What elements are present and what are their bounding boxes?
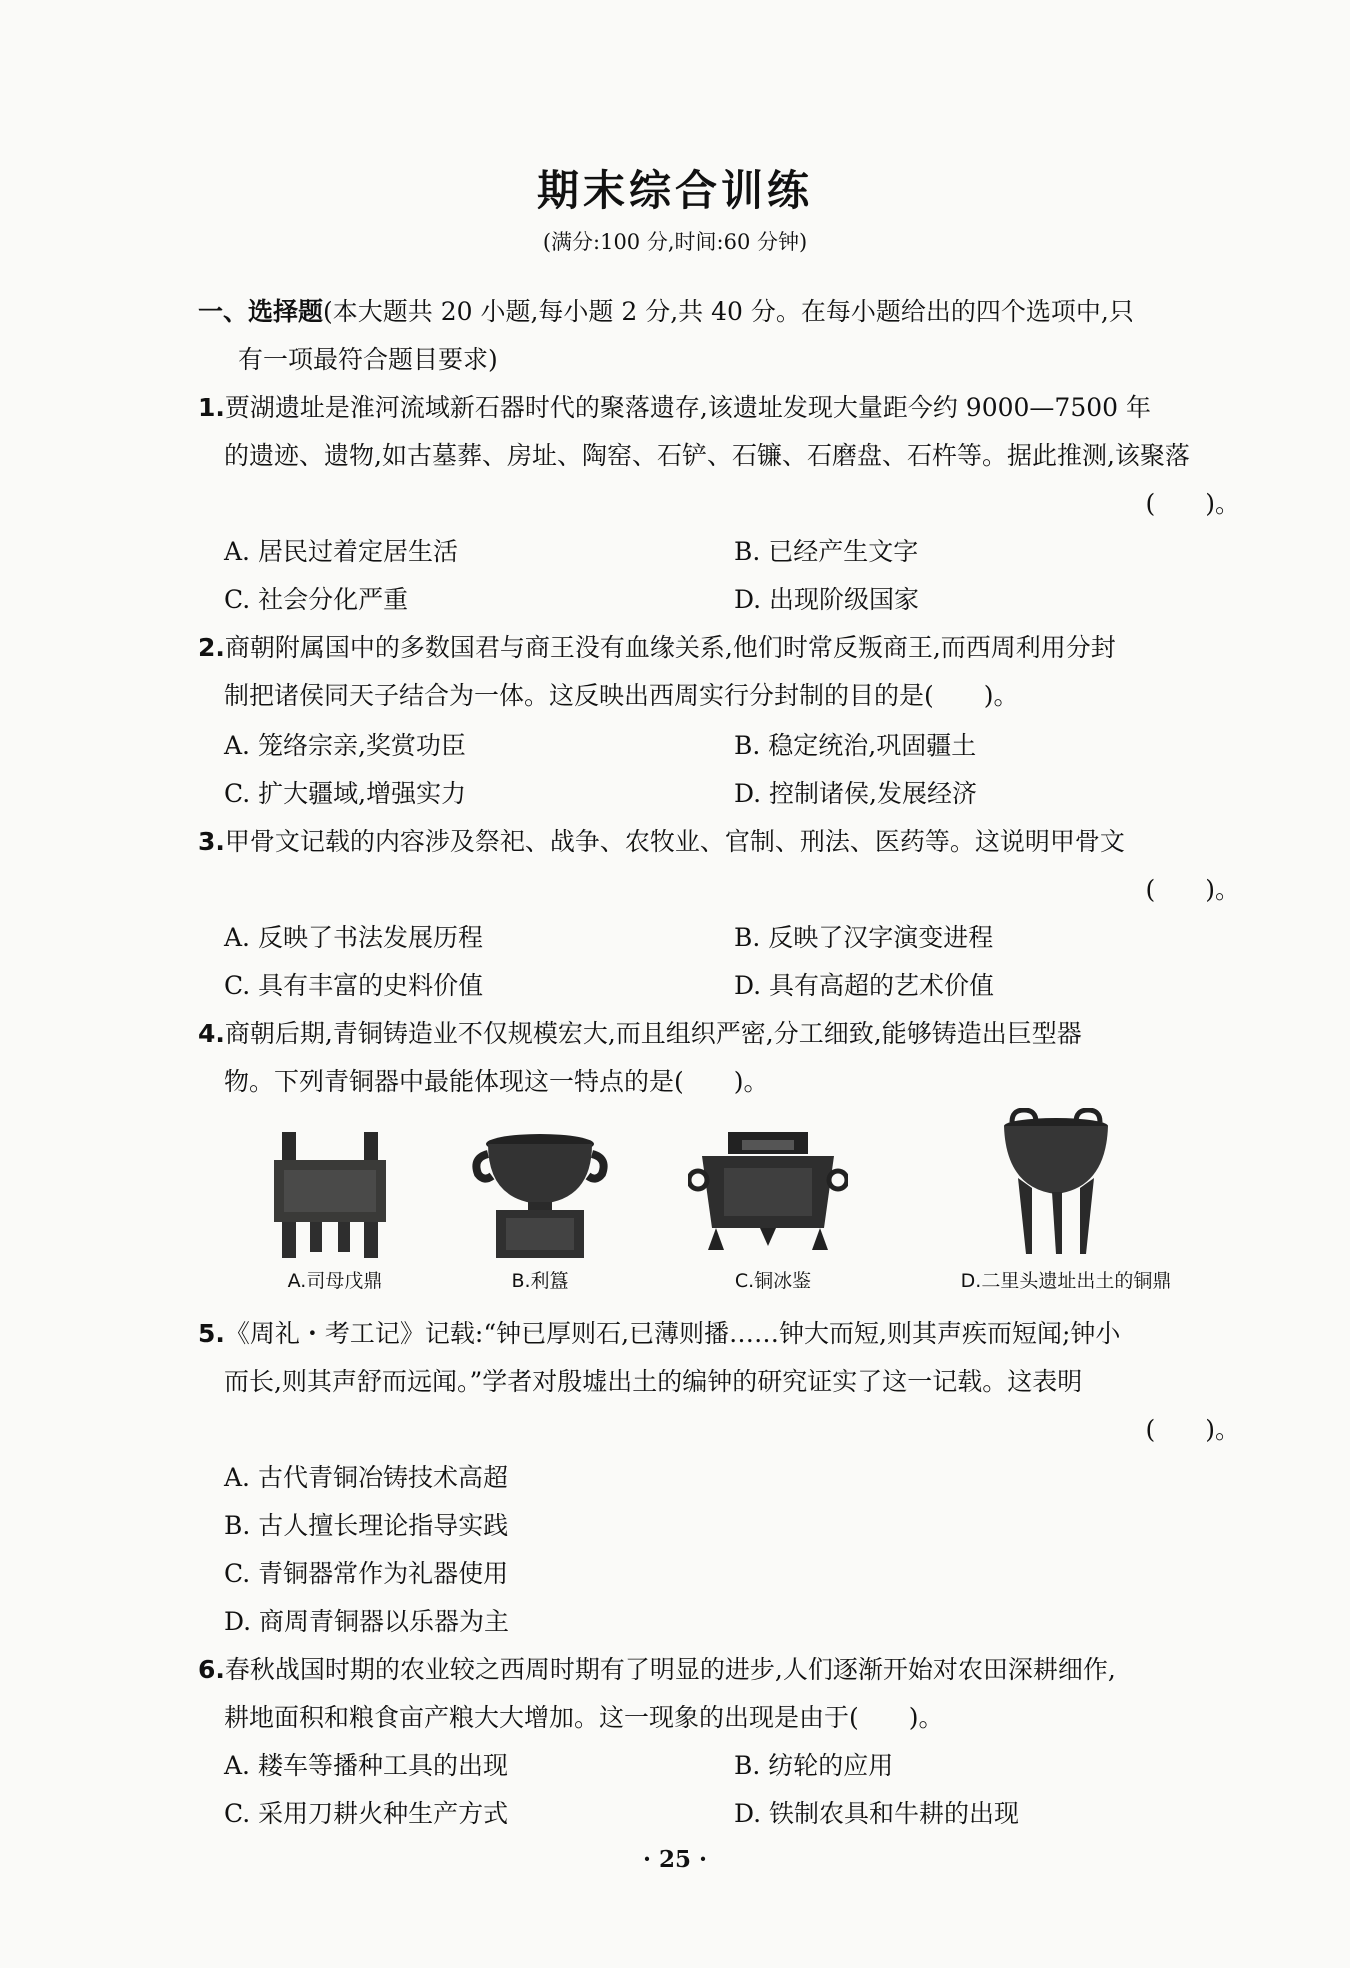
page-title: 期末综合训练 [536, 166, 813, 215]
figure-caption-d: D.二里头遗址出土的铜鼎 [960, 1270, 1172, 1292]
option-c: C. 社会分化严重 [224, 585, 409, 614]
option-b: B. 古人擅长理论指导实践 [224, 1511, 509, 1540]
option-a: A. 笼络宗亲,奖赏功臣 [224, 731, 466, 760]
figure-caption-a: A.司母戊鼎 [287, 1270, 383, 1292]
question-text: 商朝附属国中的多数国君与商王没有血缘关系,他们时常反叛商王,而西周利用分封 [224, 633, 1116, 662]
option-d: D. 商周青铜器以乐器为主 [224, 1607, 510, 1636]
option-d: D. 控制诸侯,发展经济 [734, 779, 977, 808]
exam-info: (满分:100 分,时间:60 分钟) [542, 230, 808, 254]
question-3 [198, 818, 1238, 866]
option-b: B. 稳定统治,巩固疆土 [734, 731, 977, 760]
option-a: A. 反映了书法发展历程 [224, 923, 483, 952]
option-b: B. 反映了汉字演变进程 [734, 923, 994, 952]
question-text-cont: 而长,则其声舒而远闻。”学者对殷墟出土的编钟的研究证实了这一记载。这表明 [224, 1367, 1083, 1396]
section-note: (本大题共 20 小题,每小题 2 分,共 40 分。在每小题给出的四个选项中,只 [323, 297, 1134, 326]
question-number: 6. [198, 1655, 225, 1684]
question-2 [198, 624, 1238, 720]
option-c: C. 采用刀耕火种生产方式 [224, 1799, 509, 1828]
question-text-cont: 的遗迹、遗物,如古墓葬、房址、陶窑、石铲、石镰、石磨盘、石杵等。据此推测,该聚落 [224, 441, 1190, 470]
question-text-cont: 物。下列青铜器中最能体现这一特点的是( )。 [224, 1067, 769, 1096]
question-text: 《周礼・考工记》记载:“钟已厚则石,已薄则播……钟大而短,则其声疾而短闻;钟小 [224, 1319, 1121, 1348]
question-text-cont: 耕地面积和粮食亩产粮大大增加。这一现象的出现是由于( )。 [224, 1703, 944, 1732]
section-note-cont: 有一项最符合题目要求) [238, 345, 498, 374]
option-a: A. 古代青铜冶铸技术高超 [224, 1463, 508, 1492]
option-d: D. 铁制农具和牛耕的出现 [734, 1799, 1020, 1828]
question-text: 甲骨文记载的内容涉及祭祀、战争、农牧业、官制、刑法、医药等。这说明甲骨文 [224, 827, 1125, 856]
question-6 [198, 1646, 1238, 1742]
question-text: 贾湖遗址是淮河流域新石器时代的聚落遗存,该遗址发现大量距今约 9000—7500 年 [224, 393, 1151, 422]
li-gui-image [470, 1130, 610, 1260]
option-a: A. 耧车等播种工具的出现 [224, 1751, 508, 1780]
option-c: C. 扩大疆域,增强实力 [224, 779, 467, 808]
answer-bracket: ( )。 [1145, 489, 1240, 518]
erlitou-ding-image [996, 1108, 1116, 1258]
figure-caption-b: B.利簋 [511, 1270, 569, 1292]
question-text: 春秋战国时期的农业较之西周时期有了明显的进步,人们逐渐开始对农田深耕细作, [224, 1655, 1116, 1684]
option-d: D. 出现阶级国家 [734, 585, 920, 614]
question-number: 2. [198, 633, 225, 662]
question-text-cont: 制把诸侯同天子结合为一体。这反映出西周实行分封制的目的是( )。 [224, 681, 1019, 710]
section-title: 一、选择题 [198, 297, 324, 326]
section-header [198, 288, 1238, 384]
option-d: D. 具有高超的艺术价值 [734, 971, 995, 1000]
simuwu-ding-image [270, 1130, 390, 1260]
option-b: B. 已经产生文字 [734, 537, 919, 566]
bronze-ice-jian-image [688, 1128, 848, 1258]
option-c: C. 青铜器常作为礼器使用 [224, 1559, 509, 1588]
page-number: · 25 · [642, 1846, 708, 1873]
question-4 [198, 1010, 1238, 1106]
question-text: 商朝后期,青铜铸造业不仅规模宏大,而且组织严密,分工细致,能够铸造出巨型器 [224, 1019, 1082, 1048]
answer-bracket: ( )。 [1145, 1415, 1240, 1444]
figure-caption-c: C.铜冰鉴 [734, 1270, 812, 1292]
answer-bracket: ( )。 [1145, 875, 1240, 904]
question-number: 3. [198, 827, 225, 856]
question-number: 4. [198, 1019, 225, 1048]
question-number: 5. [198, 1319, 225, 1348]
question-5 [198, 1310, 1238, 1406]
option-c: C. 具有丰富的史料价值 [224, 971, 484, 1000]
option-a: A. 居民过着定居生活 [224, 537, 458, 566]
question-1 [198, 384, 1238, 480]
option-b: B. 纺轮的应用 [734, 1751, 894, 1780]
question-number: 1. [198, 393, 225, 422]
